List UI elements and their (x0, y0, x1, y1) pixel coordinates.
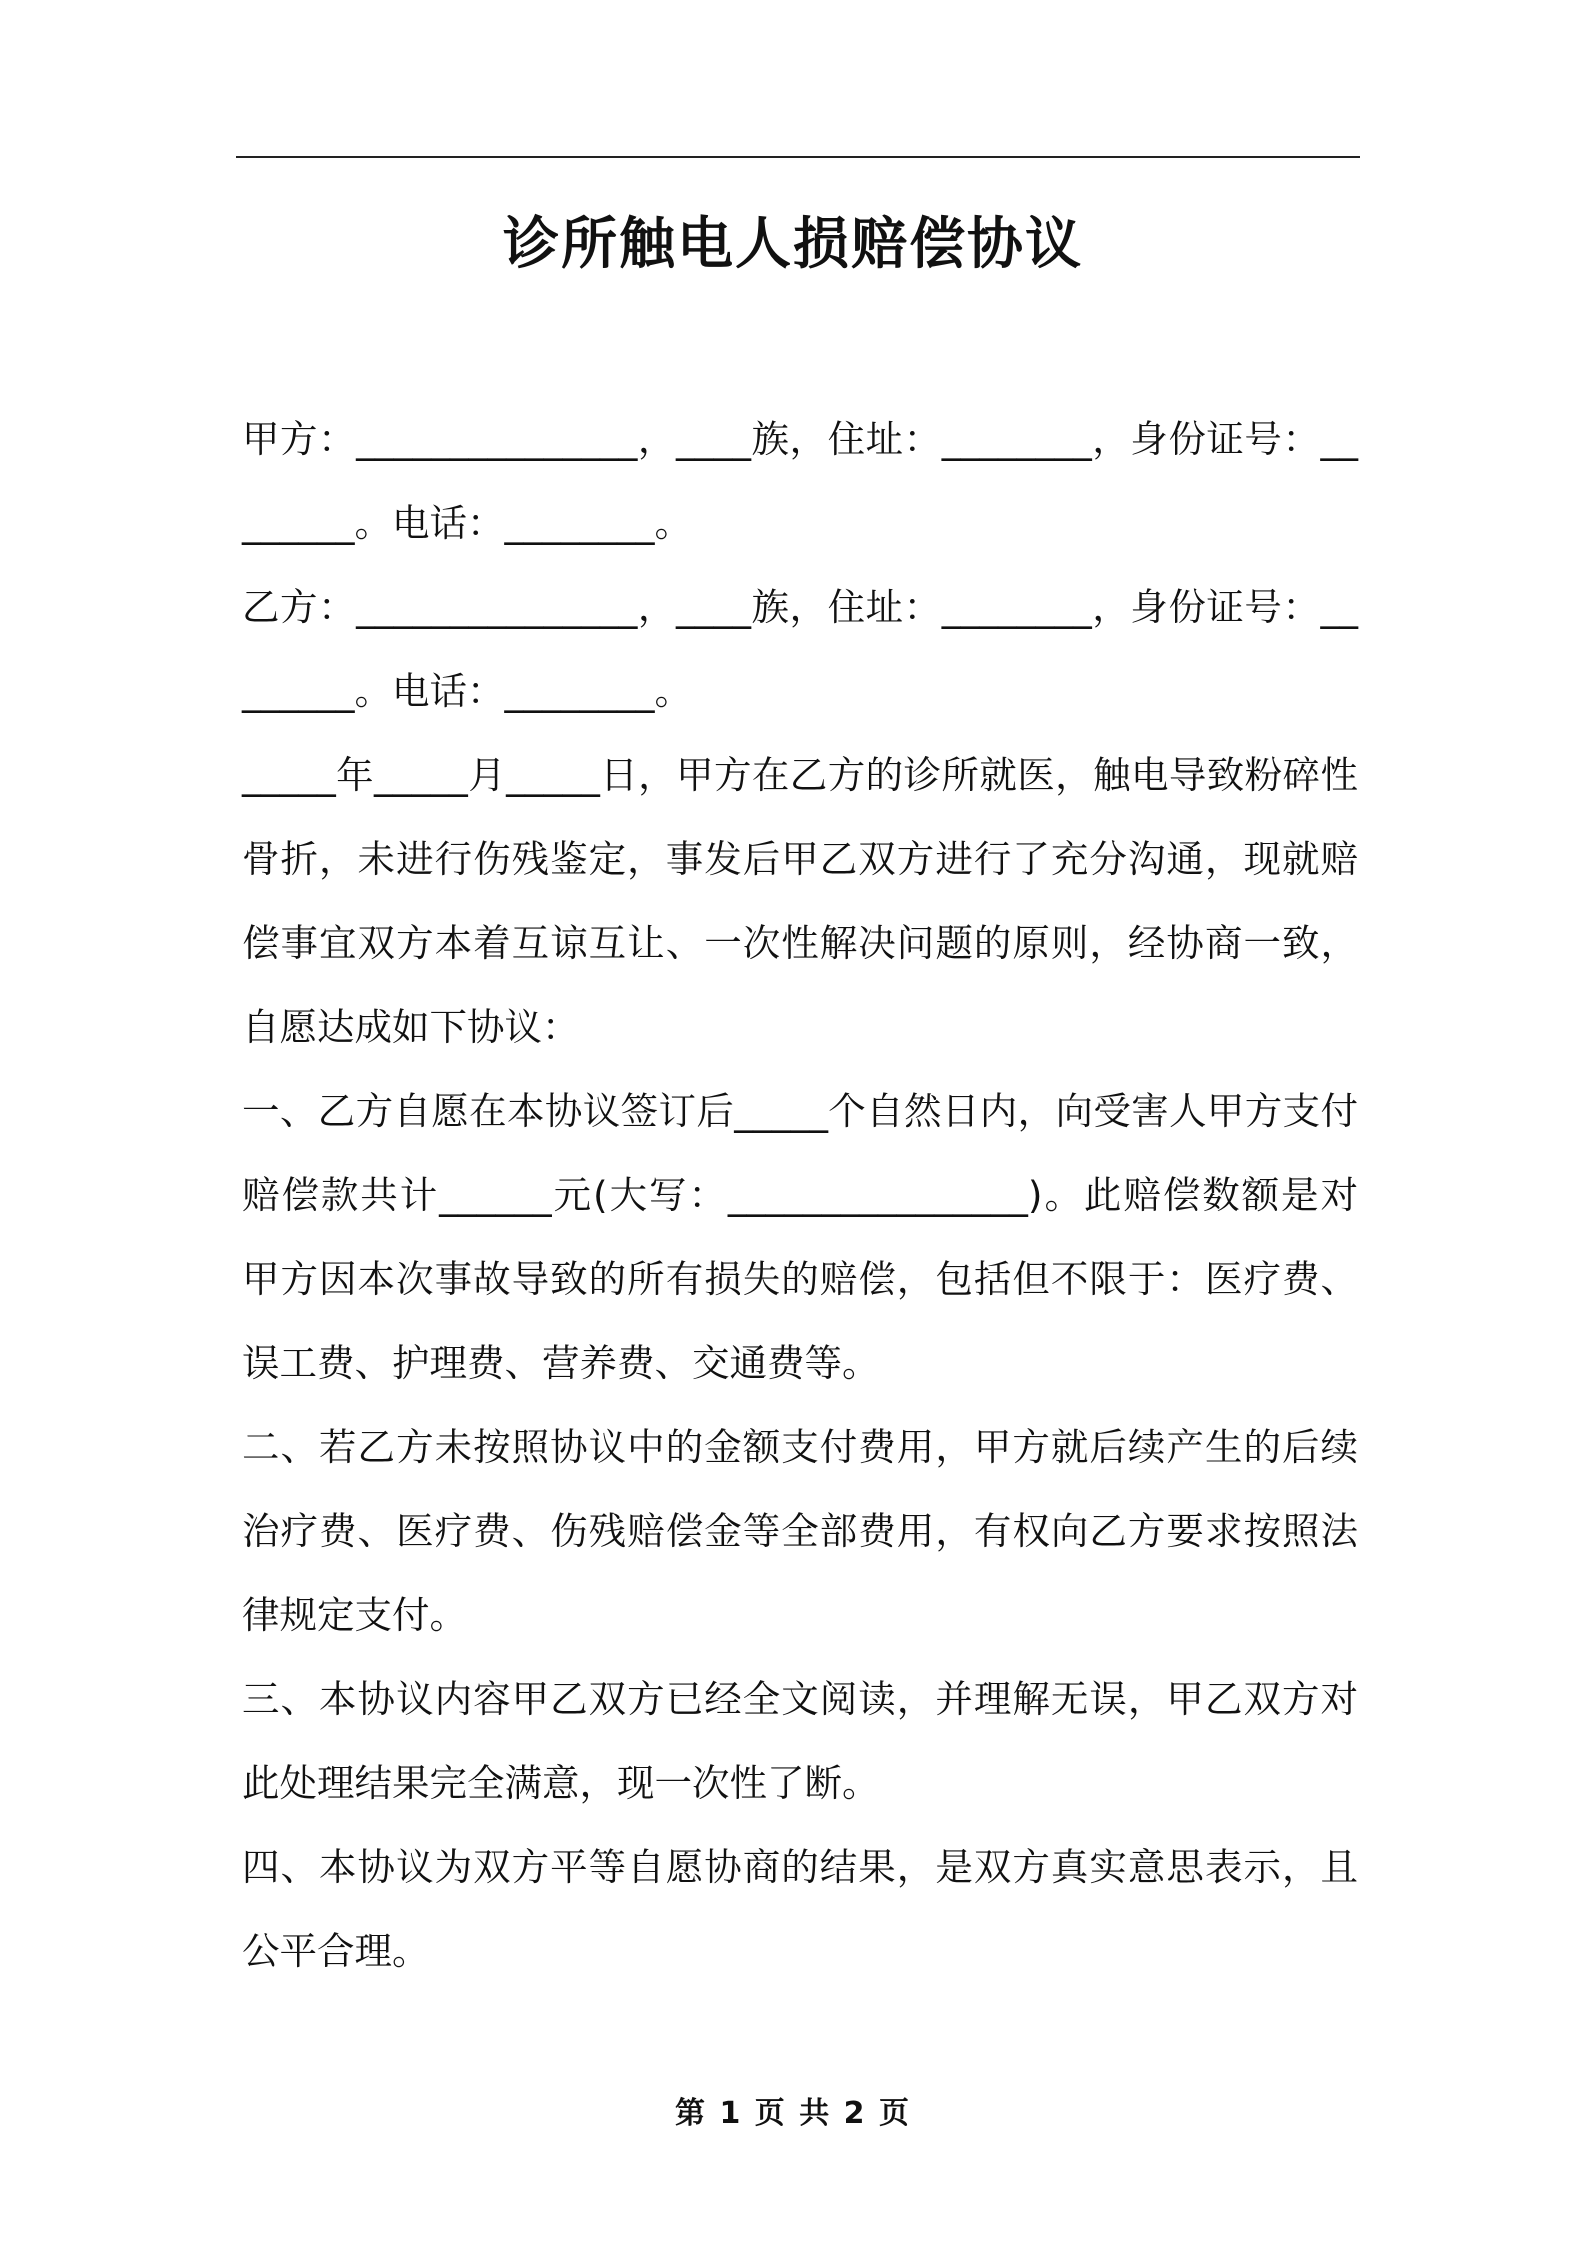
clause-3: 三、本协议内容甲乙双方已经全文阅读，并理解无误，甲乙双方对此处理结果完全满意，现一次性了断。 (242, 1677, 1358, 1805)
clause-4: 四、本协议为双方平等自愿协商的结果，是双方真实意思表示，且公平合理。 (242, 1845, 1358, 1973)
document-body (242, 397, 1358, 1993)
page-footer: 第 1 页 共 2 页 (675, 2096, 911, 2131)
incident-description: _____年_____月_____日，甲方在乙方的诊所就医，触电导致粉碎性骨折，未进行伤残鉴定，事发后甲乙双方进行了充分沟通，现就赔偿事宜双方本着互谅互让、一次性解决问题的原则，经协商一致，自愿达成如下协议： (242, 753, 1358, 1049)
clause-2: 二、若乙方未按照协议中的金额支付费用，甲方就后续产生的后续治疗费、医疗费、伤残赔偿金等全部费用，有权向乙方要求按照法律规定支付。 (242, 1425, 1358, 1637)
clause-1: 一、乙方自愿在本协议签订后_____个自然日内，向受害人甲方支付赔偿款共计______元(大写：________________)。此赔偿数额是对甲方因本次事故导致的所有损失的赔偿，包括但不限于：医疗费、误工费、护理费、营养费、交通费等。 (242, 1089, 1358, 1385)
party-b-info: 乙方：_______________，____族，住址：________，身份证号：________。电话：________。 (242, 585, 1358, 713)
document-title: 诊所触电人损赔偿协议 (503, 212, 1083, 277)
header-rule (236, 156, 1360, 158)
party-a-info: 甲方：_______________，____族，住址：________，身份证号：________。电话：________。 (242, 417, 1358, 545)
